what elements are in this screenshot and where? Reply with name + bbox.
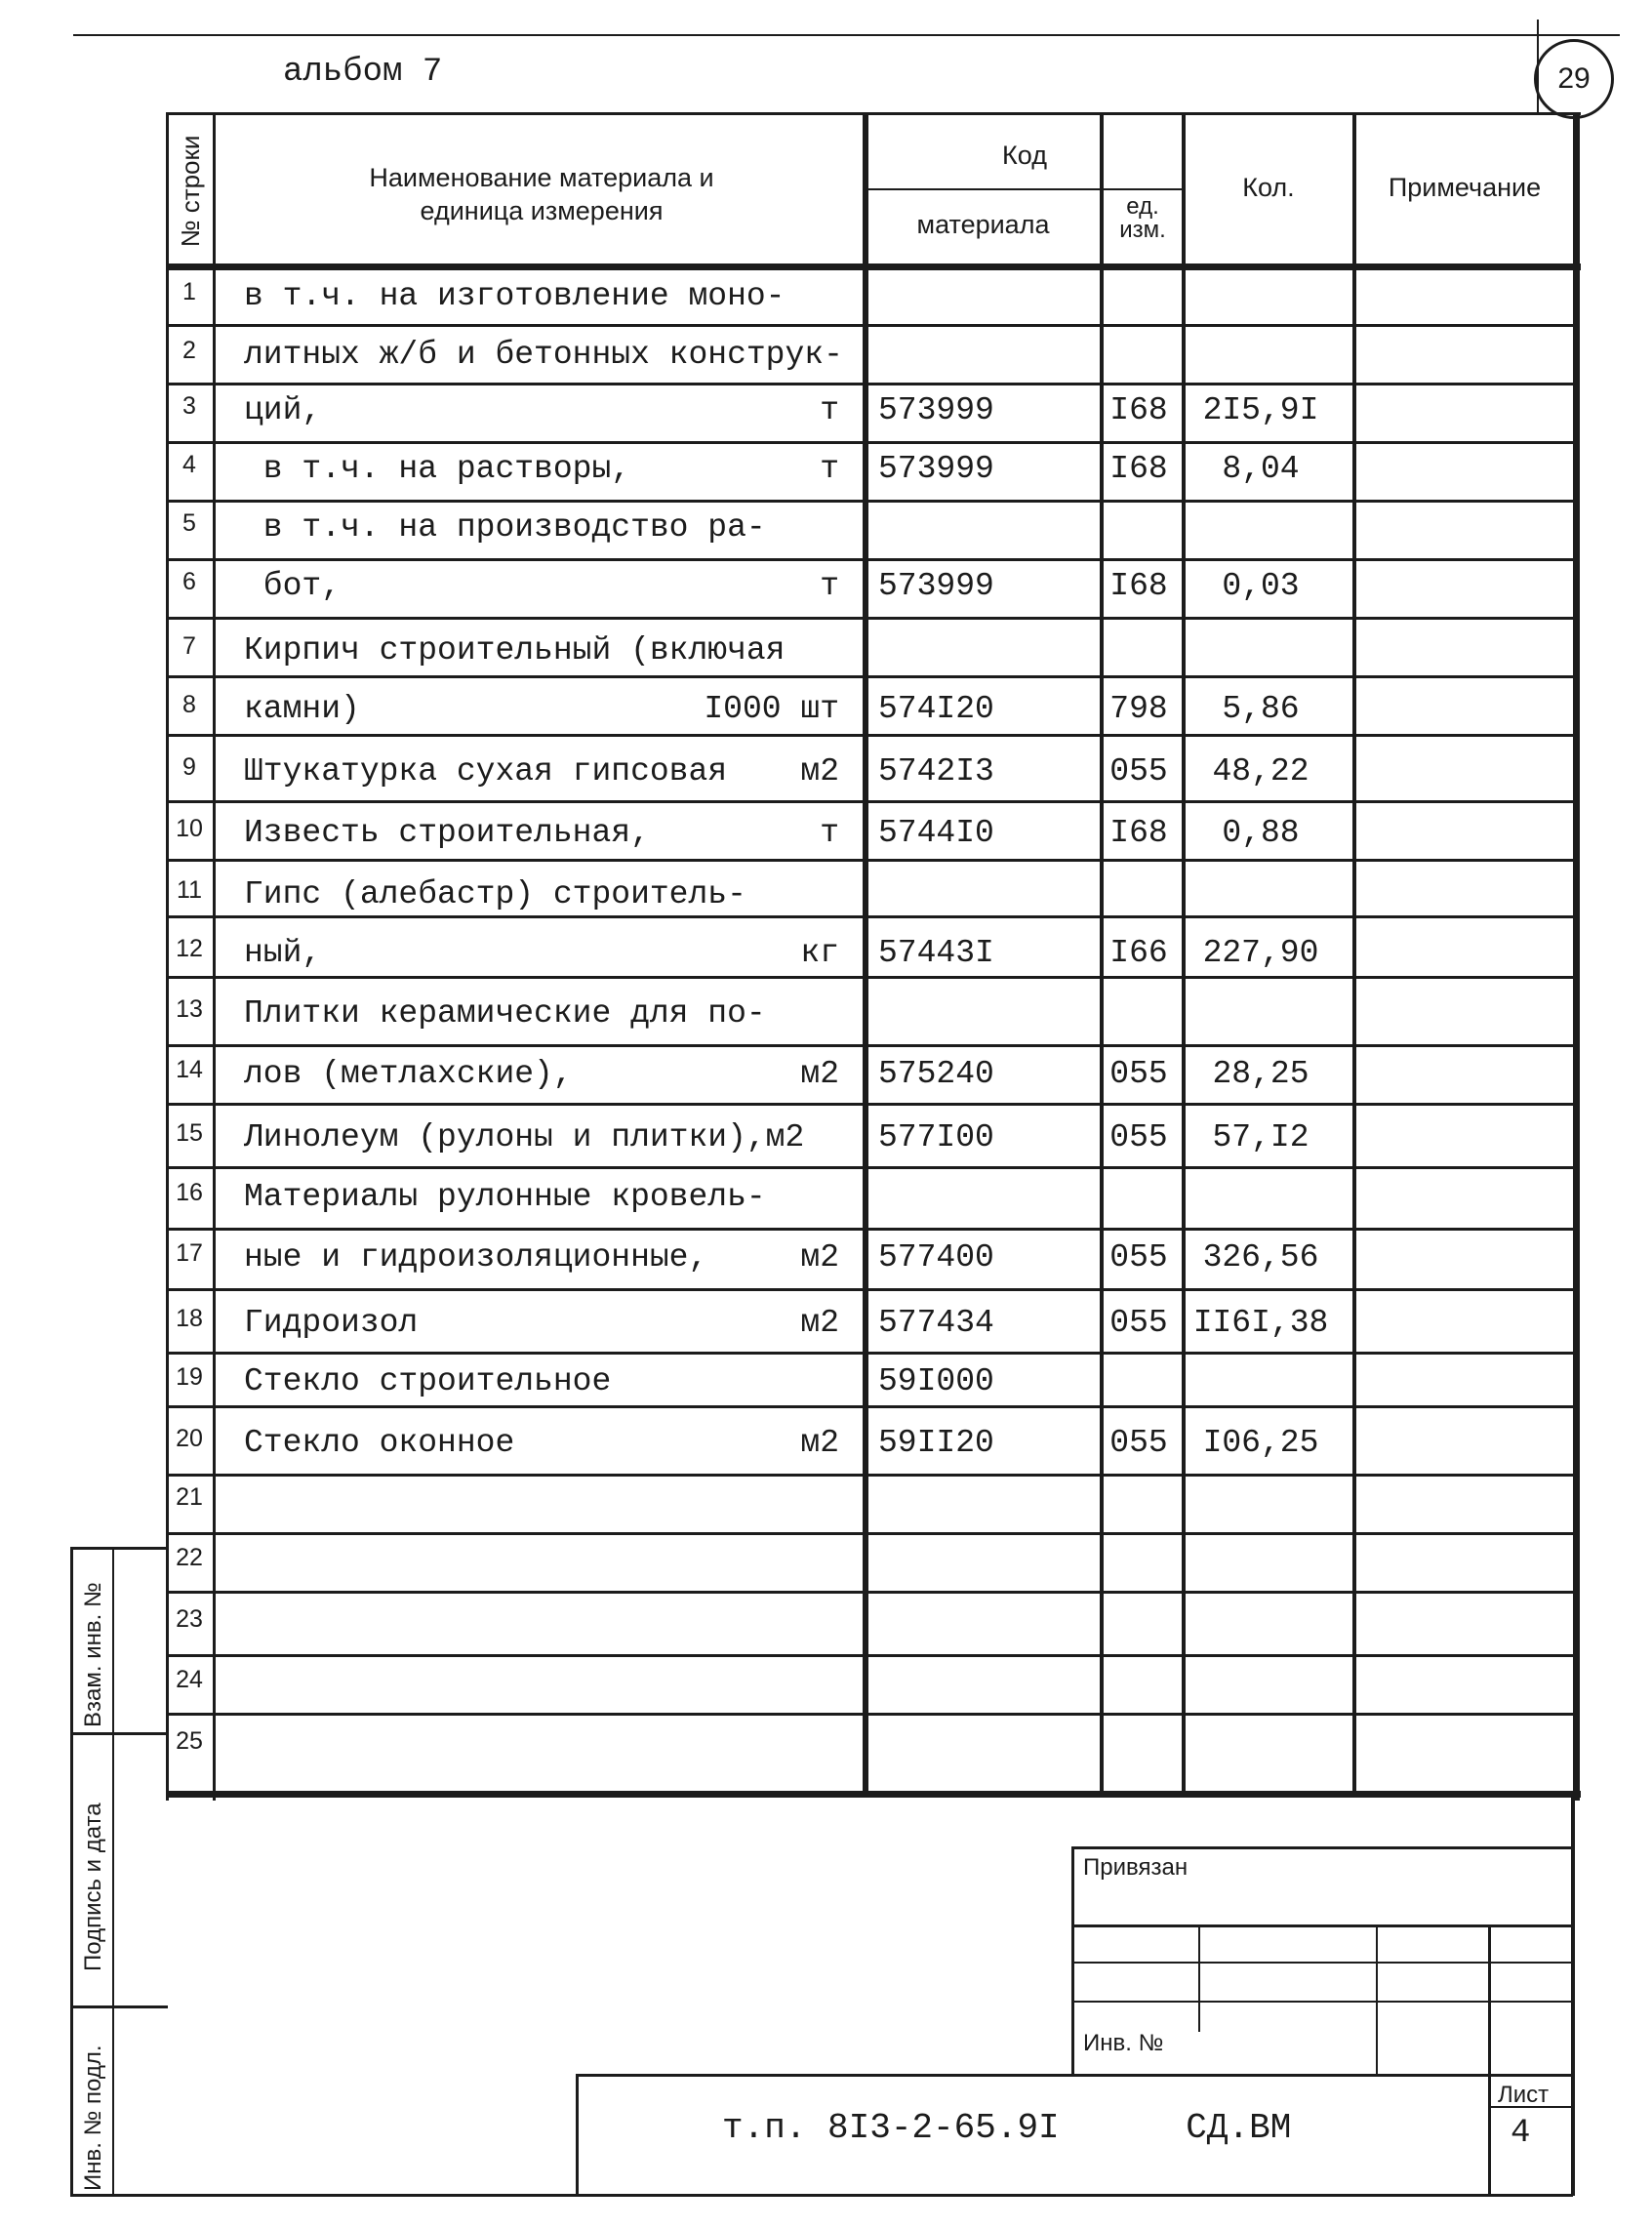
material-name: Материалы рулонные кровель- (244, 1179, 766, 1215)
row-separator (166, 1352, 1576, 1355)
unit-code: I68 (1109, 392, 1168, 428)
row-separator (166, 1654, 1576, 1657)
unit-of-measure: т (820, 392, 839, 428)
header-unit-line2: изм. (1119, 217, 1166, 243)
material-code: 5744I0 (878, 815, 994, 851)
tb-inv-no-label: Инв. № (1083, 2030, 1164, 2056)
unit-of-measure: м2 (800, 1239, 839, 1276)
row-number: 17 (176, 1239, 203, 1267)
tb-line-d (1071, 2001, 1574, 2003)
unit-of-measure: т (820, 815, 839, 851)
unit-of-measure: т (820, 451, 839, 487)
material-name: Штукатурка сухая гипсовая (244, 753, 728, 790)
page-bottom-line (70, 2194, 1573, 2197)
header-code: Код (1002, 141, 1047, 170)
quantity: 326,56 (1202, 1239, 1319, 1276)
quantity: 5,86 (1222, 691, 1300, 727)
material-name: бот, (244, 568, 342, 604)
side-stamp-div2 (70, 2005, 168, 2008)
quantity: II6I,38 (1192, 1305, 1329, 1341)
quantity: 8,04 (1222, 451, 1300, 487)
tb-v2 (1376, 1924, 1378, 2076)
material-code: 573999 (878, 568, 994, 604)
tb-sheet-number: 4 (1511, 2115, 1531, 2152)
table-bottom-line (166, 1791, 1581, 1798)
header-name (224, 161, 859, 227)
material-name: Линолеум (рулоны и плитки),м2 (244, 1119, 805, 1155)
material-code: 573999 (878, 451, 994, 487)
row-separator (166, 1166, 1576, 1169)
side-stamp-top (70, 1547, 168, 1550)
quantity: 227,90 (1202, 935, 1319, 971)
material-code: 57443I (878, 935, 994, 971)
tb-line-b (1071, 1924, 1574, 1927)
row-number: 18 (176, 1305, 203, 1332)
row-separator (166, 1288, 1576, 1291)
row-number: 8 (182, 691, 196, 718)
unit-of-measure: т (820, 568, 839, 604)
tb-document-code: т.п. 8I3-2-65.9I СД.ВМ (722, 2108, 1292, 2148)
material-name: в т.ч. на растворы, (244, 451, 631, 487)
page-number: 29 (1557, 62, 1591, 95)
material-name: Кирпич строительный (включая (244, 632, 786, 668)
row-separator (166, 1044, 1576, 1047)
row-number: 12 (176, 935, 203, 962)
row-separator (166, 734, 1576, 737)
table-right-line (1573, 112, 1580, 1801)
unit-of-measure: I000 шт (704, 691, 839, 727)
row-number: 6 (182, 568, 196, 595)
row-separator (166, 1591, 1576, 1594)
row-number: 16 (176, 1179, 203, 1206)
row-separator (166, 383, 1576, 385)
unit-code: 055 (1109, 1056, 1168, 1092)
side-inv-podl-label: Инв. № подл. (80, 2045, 106, 2191)
tb-list-label: Лист (1498, 2082, 1550, 2108)
kol-right-line (1352, 112, 1356, 1791)
material-code: 575240 (878, 1056, 994, 1092)
row-separator (166, 1532, 1576, 1535)
row-number: 4 (182, 451, 196, 478)
unit-code: I66 (1109, 935, 1168, 971)
header-qty: Кол. (1242, 173, 1295, 202)
unit-code: 055 (1109, 753, 1168, 790)
material-code: 574I20 (878, 691, 994, 727)
material-name: камни) (244, 691, 360, 727)
material-name: ций, (244, 392, 322, 428)
row-separator (166, 441, 1576, 444)
material-name: Известь строительная, (244, 815, 650, 851)
row-number: 20 (176, 1425, 203, 1452)
header-unit-line1: ед. (1126, 193, 1159, 220)
material-code: 5742I3 (878, 753, 994, 790)
material-code: 573999 (878, 392, 994, 428)
material-code: 577I00 (878, 1119, 994, 1155)
unit-code: I68 (1109, 815, 1168, 851)
tb-left-bottom (576, 2074, 579, 2196)
unit-of-measure: м2 (800, 1056, 839, 1092)
row-separator (166, 859, 1576, 862)
unit-code: 055 (1109, 1305, 1168, 1341)
header-bottom-line (166, 263, 1581, 270)
row-separator (166, 1474, 1576, 1477)
row-separator (166, 324, 1576, 327)
row-separator (166, 1228, 1576, 1231)
header-name-line1: Наименование материала и (369, 163, 714, 192)
row-separator (166, 1103, 1576, 1106)
unit-of-measure: м2 (800, 753, 839, 790)
rownum-right-line (213, 112, 216, 1801)
table-top-line (166, 112, 1581, 115)
row-number: 23 (176, 1605, 203, 1633)
row-separator (166, 976, 1576, 979)
material-name: лов (метлахские), (244, 1056, 573, 1092)
tb-v1 (1198, 1924, 1200, 2032)
tb-line-e (576, 2074, 1574, 2077)
material-name: Стекло оконное (244, 1425, 515, 1461)
tb-right (1571, 1791, 1575, 2196)
row-number: 11 (177, 876, 202, 904)
header-note: Примечание (1388, 173, 1542, 202)
material-name: Гипс (алебастр) строитель- (244, 876, 746, 912)
header-material: материала (916, 210, 1050, 239)
material-name: в т.ч. на изготовление моно- (244, 278, 786, 314)
material-code: 577434 (878, 1305, 994, 1341)
material-name: Стекло строительное (244, 1363, 612, 1399)
header-unit (1104, 195, 1182, 242)
row-separator (166, 1405, 1576, 1408)
quantity: 0,03 (1222, 568, 1300, 604)
row-number: 1 (182, 278, 196, 305)
material-name: в т.ч. на производство ра- (244, 509, 766, 546)
unit-of-measure: м2 (800, 1305, 839, 1341)
unit-code: 055 (1109, 1119, 1168, 1155)
quantity: 0,88 (1222, 815, 1300, 851)
side-podpis-label: Подпись и дата (80, 1803, 106, 1971)
material-name: Плитки керамические для по- (244, 995, 766, 1032)
material-name: ный, (244, 935, 322, 971)
tb-line-c (1071, 1962, 1574, 1964)
quantity: 57,I2 (1212, 1119, 1310, 1155)
row-separator (166, 558, 1576, 561)
side-stamp-div1 (70, 1732, 168, 1735)
row-number: 3 (182, 392, 196, 420)
row-separator (166, 800, 1576, 803)
row-number: 21 (176, 1483, 203, 1511)
row-number: 10 (176, 815, 203, 842)
quantity: I06,25 (1202, 1425, 1319, 1461)
tb-v3 (1488, 1924, 1491, 2196)
unit-code: 055 (1109, 1239, 1168, 1276)
row-number: 25 (176, 1727, 203, 1755)
row-separator (166, 915, 1576, 918)
row-separator (166, 675, 1576, 678)
side-stamp-mid (112, 1547, 114, 2196)
material-name: ные и гидроизоляционные, (244, 1239, 708, 1276)
row-number: 22 (176, 1544, 203, 1571)
unit-code: 055 (1109, 1425, 1168, 1461)
row-separator (166, 500, 1576, 503)
name-right-line (863, 112, 868, 1791)
material-code: 59II20 (878, 1425, 994, 1461)
code-split-line (863, 188, 1185, 190)
row-separator (166, 617, 1576, 620)
material-name: литных ж/б и бетонных конструк- (244, 337, 843, 373)
tb-line-a (1071, 1846, 1574, 1849)
material-code: 59I000 (878, 1363, 994, 1399)
quantity: 28,25 (1212, 1056, 1310, 1092)
unit-code: I68 (1109, 451, 1168, 487)
row-number: 15 (176, 1119, 203, 1147)
row-number: 14 (176, 1056, 203, 1083)
header-row-number-text: № строки (176, 135, 205, 247)
row-number: 13 (176, 995, 203, 1023)
unit-of-measure: м2 (800, 1425, 839, 1461)
side-vzam-label: Взам. инв. № (80, 1582, 106, 1727)
unit-code: 798 (1109, 691, 1168, 727)
material-code: 577400 (878, 1239, 994, 1276)
page-number-circle (1534, 39, 1614, 119)
tb-left (1071, 1846, 1074, 2076)
header-name-line2: единица измерения (420, 196, 664, 225)
row-separator (166, 1713, 1576, 1716)
mat-right-line (1100, 112, 1104, 1791)
row-number: 19 (176, 1363, 203, 1391)
side-stamp-left (70, 1547, 73, 2196)
top-border (73, 34, 1620, 36)
unit-code: I68 (1109, 568, 1168, 604)
row-number: 7 (182, 632, 196, 660)
unit-of-measure: кг (800, 935, 839, 971)
tb-privyazan-label: Привязан (1083, 1854, 1189, 1881)
row-number: 2 (182, 337, 196, 364)
header-row-number (166, 115, 215, 266)
row-number: 5 (182, 509, 196, 537)
material-name: Гидроизол (244, 1305, 419, 1341)
quantity: 48,22 (1212, 753, 1310, 790)
album-label: альбом 7 (283, 54, 443, 91)
row-number: 9 (182, 753, 196, 781)
quantity: 2I5,9I (1202, 392, 1319, 428)
row-number: 24 (176, 1666, 203, 1693)
